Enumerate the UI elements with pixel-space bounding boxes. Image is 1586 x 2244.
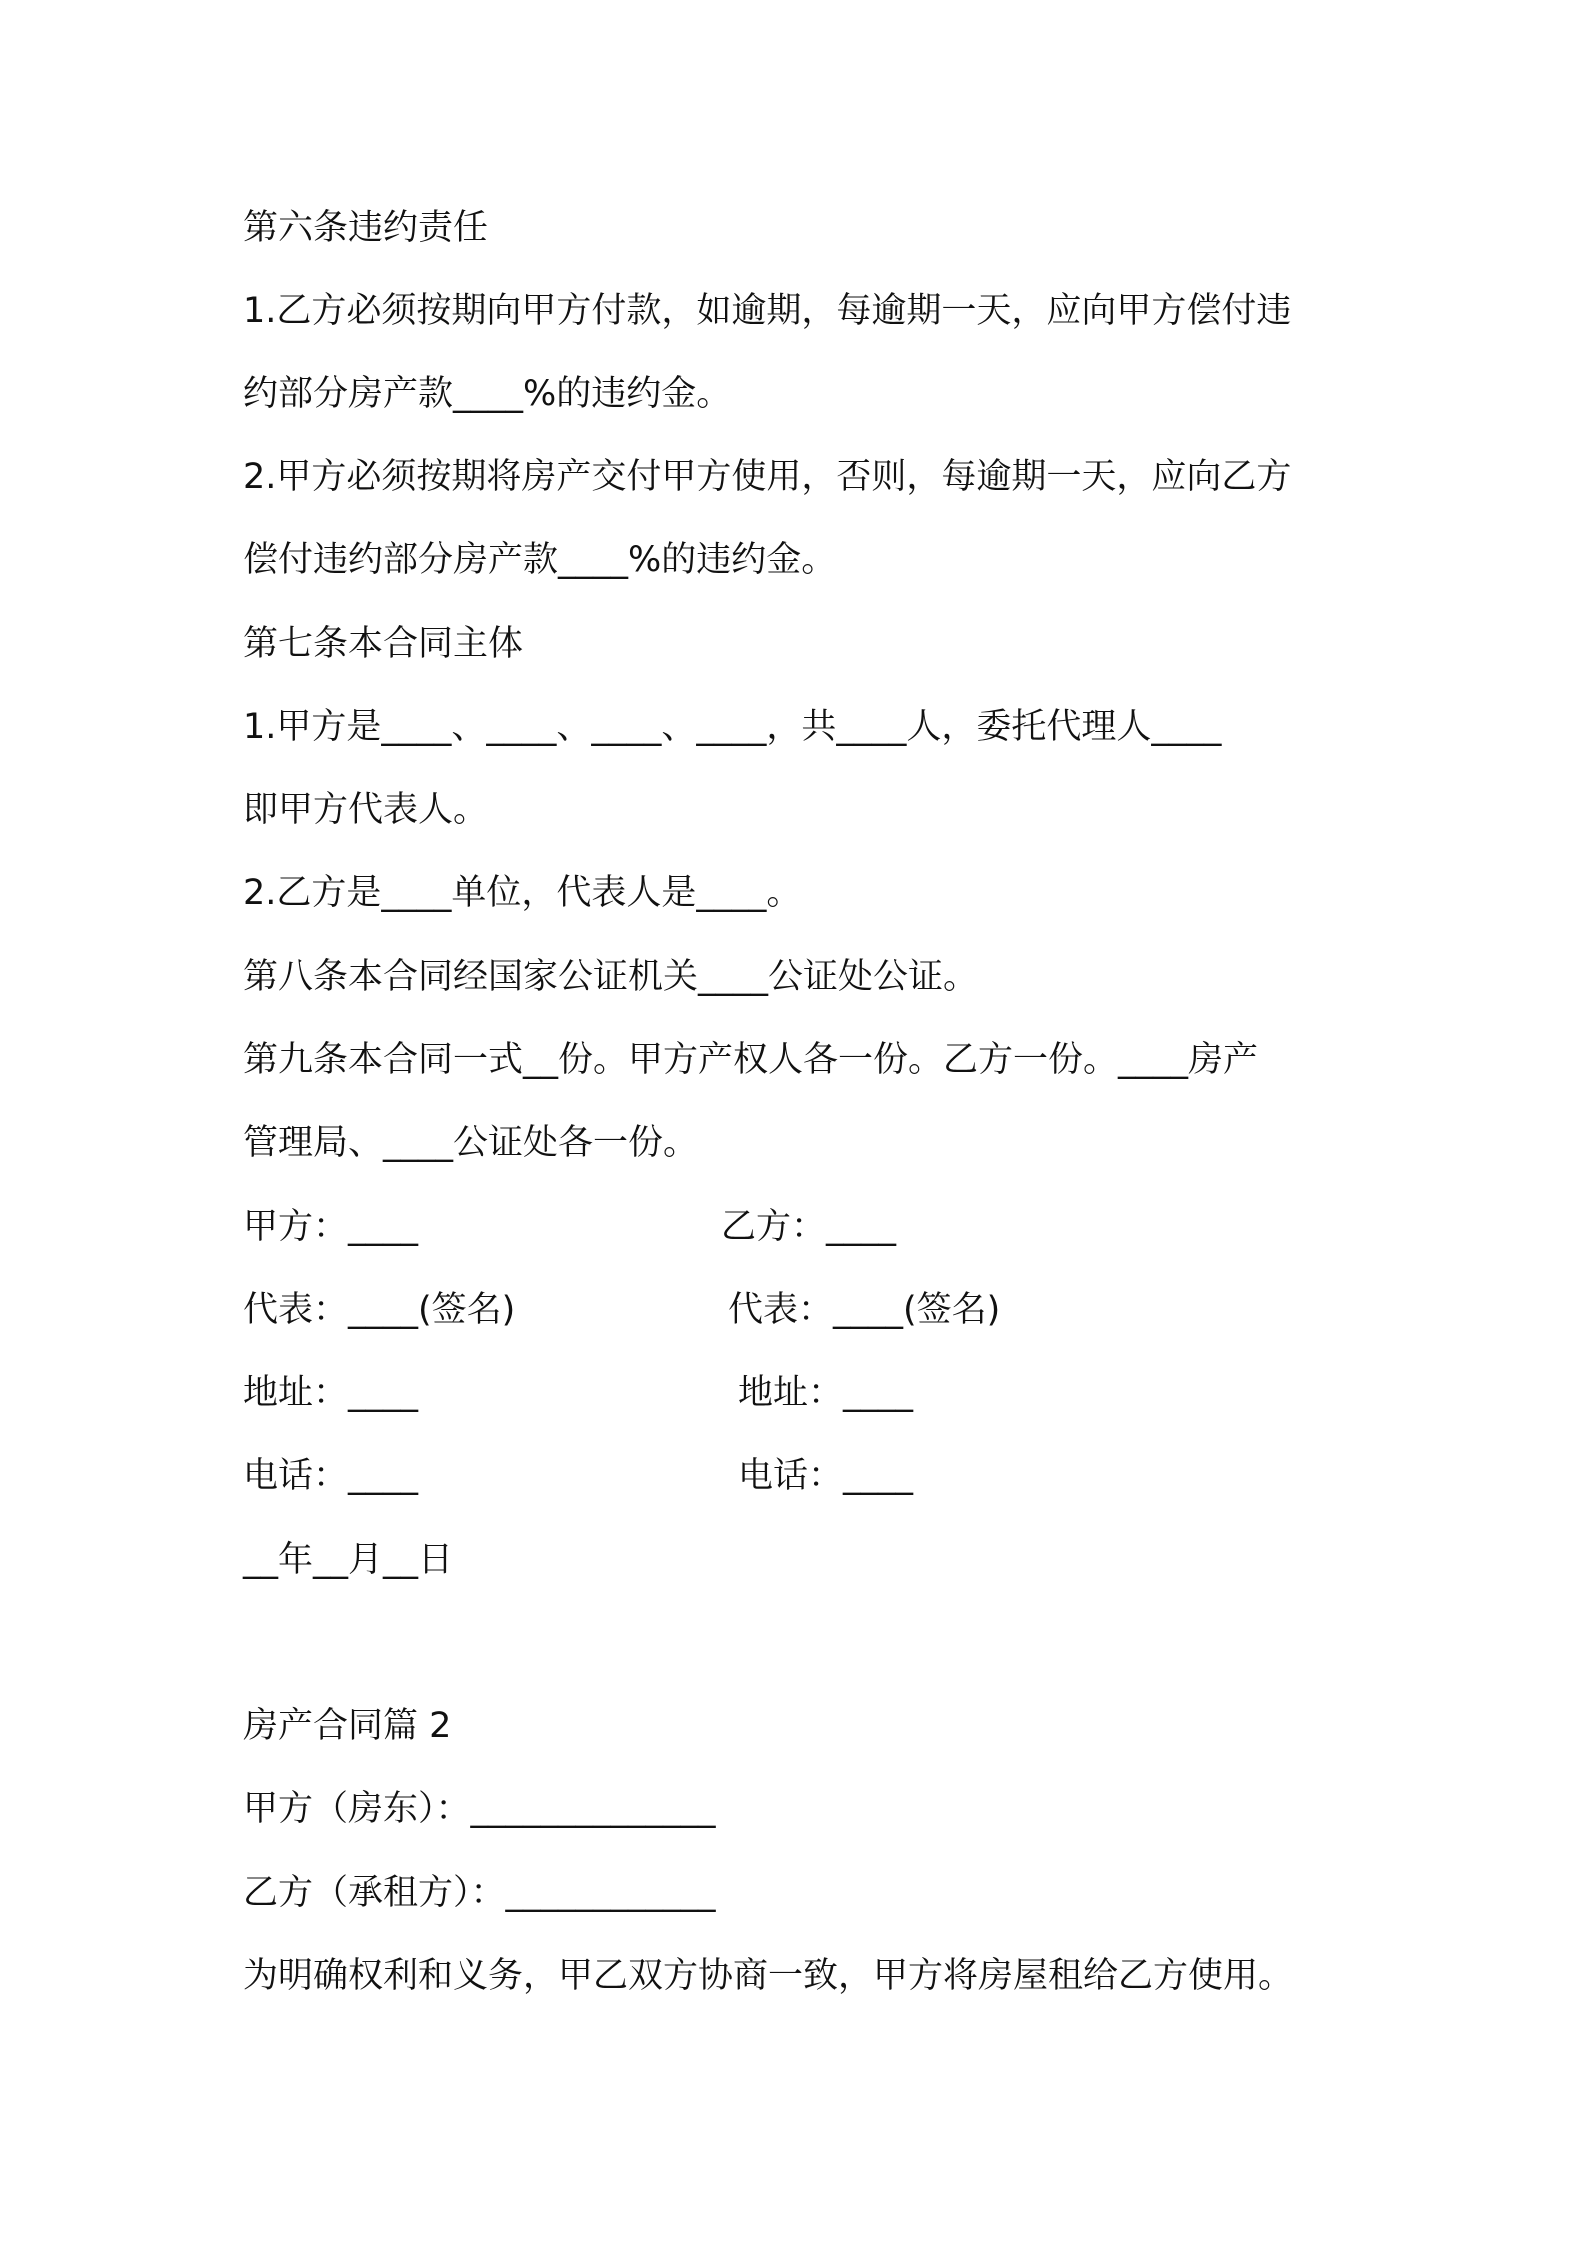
party-b-name-field: 乙方：____ <box>721 1207 897 1247</box>
party-a-address-field: 地址：____ <box>243 1373 419 1413</box>
section-2-party-b: 乙方（承租方）：____________ <box>243 1873 716 1913</box>
article-9-line-2: 管理局、____公证处各一份。 <box>243 1123 699 1163</box>
signing-date: __年__月__日 <box>243 1540 454 1580</box>
article-8: 第八条本合同经国家公证机关____公证处公证。 <box>243 957 979 997</box>
party-b-phone-field: 电话：____ <box>738 1456 914 1496</box>
article-6-clause-1-line-1: 1.乙方必须按期向甲方付款，如逾期，每逾期一天，应向甲方偿付违 <box>243 291 1292 331</box>
party-a-phone-field: 电话：____ <box>243 1456 419 1496</box>
article-6-heading: 第六条违约责任 <box>243 208 489 248</box>
party-a-name-field: 甲方：____ <box>243 1207 419 1247</box>
article-9-line-1: 第九条本合同一式__份。甲方产权人各一份。乙方一份。____房产 <box>243 1040 1259 1080</box>
article-6-clause-1-line-2: 约部分房产款____%的违约金。 <box>243 374 732 414</box>
party-b-representative-field: 代表：____(签名) <box>728 1290 1001 1330</box>
article-6-clause-2-line-1: 2.甲方必须按期将房产交付甲方使用，否则，每逾期一天，应向乙方 <box>243 457 1292 497</box>
section-2-title: 房产合同篇 2 <box>243 1706 452 1746</box>
article-7-clause-1-line-1: 1.甲方是____、____、____、____，共____人，委托代理人____ <box>243 707 1222 747</box>
section-2-party-a: 甲方（房东）：______________ <box>243 1789 716 1829</box>
section-2-intro: 为明确权利和义务，甲乙双方协商一致，甲方将房屋租给乙方使用。 <box>243 1956 1294 1996</box>
party-b-address-field: 地址：____ <box>738 1373 914 1413</box>
article-7-clause-1-line-2: 即甲方代表人。 <box>243 790 489 830</box>
article-7-clause-2: 2.乙方是____单位，代表人是____。 <box>243 873 802 913</box>
party-a-representative-field: 代表：____(签名) <box>243 1290 516 1330</box>
article-6-clause-2-line-2: 偿付违约部分房产款____%的违约金。 <box>243 540 837 580</box>
article-7-heading: 第七条本合同主体 <box>243 624 524 664</box>
